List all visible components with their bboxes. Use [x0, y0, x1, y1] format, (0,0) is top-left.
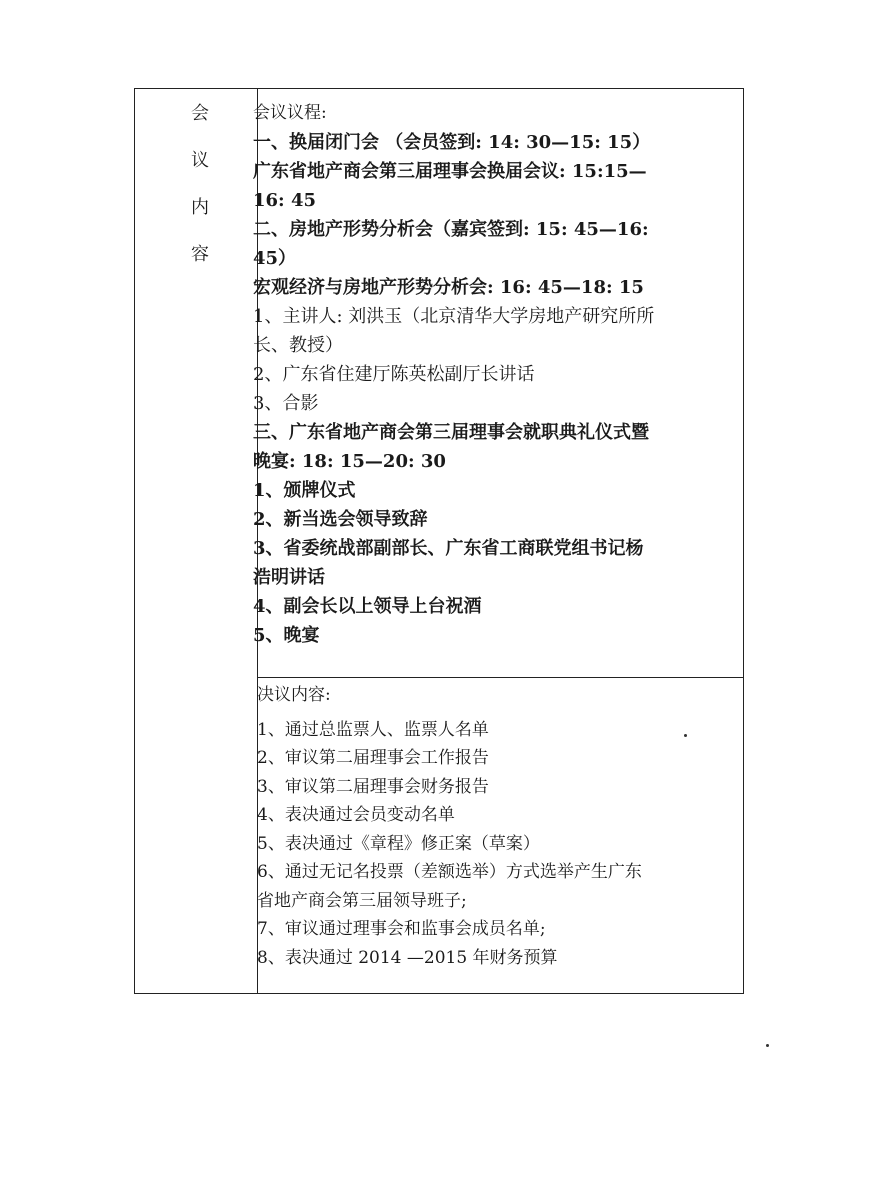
row-divider	[257, 677, 743, 678]
resolution-line: 省地产商会第三届领导班子;	[257, 890, 467, 911]
agenda-line: 5、晚宴	[253, 625, 320, 646]
agenda-line: 3、合影	[253, 393, 319, 414]
side-label-char: 内	[191, 197, 209, 218]
agenda-line: 一、换届闭门会 （会员签到: 14: 30—15: 15）	[253, 132, 651, 153]
meeting-table	[134, 88, 744, 994]
resolution-line: 1、通过总监票人、监票人名单	[257, 719, 489, 740]
agenda-line: 二、房地产形势分析会（嘉宾签到: 15: 45—16:	[253, 219, 649, 240]
agenda-heading: 会议议程:	[253, 103, 327, 123]
agenda-line: 宏观经济与房地产形势分析会: 16: 45—18: 15	[253, 277, 644, 298]
agenda-line: 2、广东省住建厅陈英松副厅长讲话	[253, 364, 535, 385]
agenda-line: 1、颁牌仪式	[253, 480, 356, 501]
agenda-section	[253, 99, 733, 650]
side-label-char: 会	[191, 103, 209, 124]
agenda-line: 三、广东省地产商会第三届理事会就职典礼仪式暨	[253, 422, 649, 443]
agenda-line: 3、省委统战部副部长、广东省工商联党组书记杨	[253, 538, 644, 559]
resolution-line: 5、表决通过《章程》修正案（草案）	[257, 833, 540, 854]
resolution-line: 3、审议第二届理事会财务报告	[257, 776, 489, 797]
resolution-line: 6、通过无记名投票（差额选举）方式选举产生广东	[257, 862, 642, 882]
resolution-line: 4、表决通过会员变动名单	[257, 805, 455, 825]
agenda-line: 2、新当选会领导致辞	[253, 509, 428, 530]
meeting-content-label	[135, 99, 257, 287]
scan-speck	[684, 734, 687, 737]
agenda-line: 广东省地产商会第三届理事会换届会议: 15:15—	[253, 161, 647, 182]
agenda-line: 长、教授）	[253, 335, 343, 356]
resolution-heading: 决议内容:	[257, 685, 331, 705]
agenda-line: 浩明讲话	[253, 567, 325, 588]
agenda-line: 45）	[253, 248, 297, 269]
side-label-char: 议	[191, 150, 209, 171]
scan-speck	[766, 1044, 769, 1047]
agenda-line: 16: 45	[253, 190, 317, 211]
resolution-line: 7、审议通过理事会和监事会成员名单;	[257, 919, 546, 939]
resolution-line: 8、表决通过 2014 —2015 年财务预算	[257, 947, 558, 968]
resolution-line: 2、审议第二届理事会工作报告	[257, 748, 489, 768]
resolution-section	[257, 681, 737, 972]
agenda-line: 1、主讲人: 刘洪玉（北京清华大学房地产研究所所	[253, 306, 655, 327]
agenda-line: 晚宴: 18: 15—20: 30	[253, 451, 446, 472]
agenda-line: 4、副会长以上领导上台祝酒	[253, 596, 482, 617]
side-label-char: 容	[191, 244, 209, 265]
